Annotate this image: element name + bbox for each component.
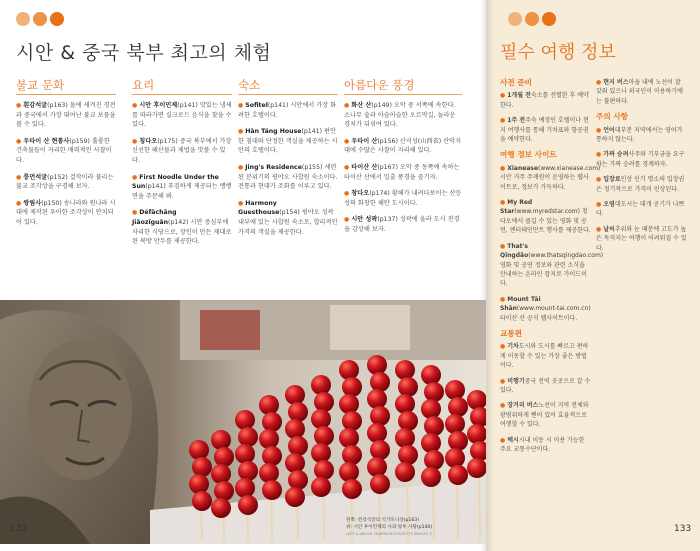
- column-heading: 불교 문화: [16, 78, 65, 92]
- entry-text: (p175) 중국 북부에서 가장 신선한 해산물과 제법을 맛볼 수 있다.: [132, 137, 232, 164]
- list-item: [500, 342, 592, 370]
- bullet-icon: ●: [16, 102, 22, 109]
- entry-name: 창다오: [351, 190, 370, 198]
- page-number-left: 132: [10, 524, 28, 534]
- list-item: [344, 101, 462, 130]
- entry-text: (p167) 오악 중 동쪽에 속하는 타이산 산에서 일출 풍경을 즐기자.: [344, 163, 460, 181]
- bullet-icon: ●: [132, 102, 138, 109]
- entry-name: That's Qīngdǎo: [500, 242, 529, 260]
- entry-name: 1개월 전: [507, 92, 531, 100]
- list-item: [344, 215, 462, 234]
- entry-text: (p141) 푸짐하게 제공되는 뱅뱅면을 주문해 봐.: [132, 183, 232, 200]
- list-item: [238, 101, 338, 120]
- page-number-right: 133: [674, 524, 692, 534]
- entry-name: 흰감석굴: [23, 102, 48, 109]
- column-heading: 아름다운 풍경: [344, 78, 415, 92]
- bullet-icon: ●: [344, 137, 350, 145]
- bullet-icon: ●: [500, 164, 506, 172]
- dot-icon: [16, 12, 30, 26]
- dot-icon: [525, 12, 539, 26]
- entry-text: (p150) 송나라와 원나라 시대에 제작된 우아한 조각상이 안치되어 있다.: [16, 199, 116, 226]
- list-item: [500, 377, 592, 396]
- entry-text: 주숙 예정인 호텔이나 현지 여행사를 통해 기차표와 항공권을 예약한다.: [500, 117, 589, 144]
- entry-text: (p155) 세련된 분위기의 핑야오 사합원 숙소이다. 전통과 현대가 조화를 이루고 있다.: [238, 163, 338, 191]
- column-heading: 숙소: [238, 78, 261, 92]
- entry-name: Hàn Táng House: [245, 128, 302, 136]
- list-item: [344, 189, 462, 208]
- bullet-icon: ●: [500, 436, 506, 444]
- bullet-icon: ●: [16, 173, 22, 181]
- photo-credit: LEFT & ABOVE: MARTIN MOOS/GETTY IMAGES ©: [346, 532, 433, 536]
- entry-text: (p141) 시안에서 가장 화려한 호텔이다.: [238, 102, 337, 119]
- list-item: [500, 91, 592, 110]
- bullet-icon: ●: [132, 173, 138, 181]
- bullet-icon: ●: [344, 190, 350, 198]
- dot-icon: [33, 12, 47, 26]
- entry-name: 오염: [603, 201, 615, 209]
- info-heading: 사전 준비: [500, 78, 532, 87]
- entry-name: Jing's Residence: [245, 163, 302, 171]
- entry-text: (p137) 성곽에 올라 도시 전경을 감상해 보자.: [344, 216, 460, 233]
- bullet-icon: ●: [500, 117, 506, 125]
- list-item: [132, 137, 232, 166]
- list-item: [238, 127, 338, 156]
- header-dots-left: [16, 12, 64, 26]
- list-item: [500, 116, 592, 144]
- entry-text: (p163) 돌에 새겨진 경전과 중국에서 가장 뛰어난 불교 보물을 볼 수 있다.: [16, 102, 116, 129]
- entry-text: (www.myredstar.com) 칭다오에서 즐길 수 있는 영화 및 공연, 엔터테인먼트 행사를 제공한다.: [500, 208, 591, 235]
- entry-name: 우타이 산 현통사: [23, 137, 70, 145]
- info-column: [596, 78, 688, 259]
- entry-text: 노선이 지역 전체와 광범위하게 뻗어 있어 효율적으로 여행할 수 있다.: [500, 402, 589, 429]
- entry-name: 비행기: [507, 377, 525, 385]
- list-item: [238, 163, 338, 192]
- entry-text: (p141) 맛있는 냄새를 따라가면 실크로드 음식을 찾을 수 있다.: [132, 102, 232, 129]
- entry-name: 우타이 산: [351, 137, 378, 145]
- section-title: 필수 여행 정보: [500, 42, 616, 63]
- list-item: [596, 200, 688, 219]
- entry-name: Sofitel: [245, 102, 268, 109]
- entry-name: 쌍림사: [23, 199, 42, 207]
- bullet-icon: ●: [596, 151, 602, 159]
- entry-name: 입장료: [603, 176, 621, 184]
- list-item: [500, 198, 592, 236]
- column-heading: 요리: [132, 78, 155, 92]
- bullet-icon: ●: [500, 295, 506, 303]
- heading-rule: [344, 94, 462, 95]
- list-item: [596, 150, 688, 169]
- caption-line: 위: 시안 후이민제의 사과 탕후 사탕(p140): [346, 524, 433, 530]
- content-column: [16, 78, 116, 235]
- bullet-icon: ●: [344, 102, 350, 109]
- list-item: [500, 436, 592, 455]
- list-item: [596, 225, 688, 253]
- list-item: [16, 173, 116, 192]
- entry-name: 택시: [507, 436, 519, 444]
- list-item: [500, 164, 601, 192]
- entry-name: Harmony Guesthouse: [238, 199, 280, 217]
- bullet-icon: ●: [596, 79, 602, 86]
- entry-text: 도시와 도시를 빠르고 편하게 이동할 수 있는 가장 좋은 방법이다.: [500, 343, 589, 370]
- bullet-icon: ●: [344, 216, 350, 224]
- entry-name: 화산 산: [351, 102, 372, 109]
- list-item: [132, 173, 232, 202]
- photo-illustration: [0, 300, 486, 544]
- bullet-icon: ●: [596, 126, 602, 134]
- content-column: [132, 78, 232, 254]
- entry-name: 1주 전: [507, 117, 526, 125]
- entry-name: Xianease: [507, 164, 539, 172]
- heading-rule: [238, 94, 338, 95]
- bullet-icon: ●: [238, 128, 244, 136]
- entry-text: (www.thatsqingdao.com) 영화 및 공연 정보와 관련 소식을 안내하는 온라인 잡지로 가이드이다.: [500, 252, 604, 288]
- entry-text: 마을 내에 노선이 잘 갖춰 있으나 외국인이 이용하기에는 불편하다.: [596, 79, 683, 105]
- page-title: 시안 & 중국 북부 최고의 체험: [16, 42, 272, 64]
- list-item: [16, 101, 116, 130]
- entry-text: (p159) 훌륭한 건축물들이 자리한 매력적인 사찰이다.: [16, 137, 112, 164]
- entry-text: (p152) 걸작이라 불리는 불교 조각상을 구경해 보자.: [16, 173, 114, 191]
- entry-text: 대부분 지역에서는 영어가 통하지 않는다.: [596, 126, 683, 144]
- header-dots-right: [508, 12, 556, 26]
- dot-icon: [50, 12, 64, 26]
- dot-icon: [542, 12, 556, 26]
- photo-buddha-candied-fruit: [0, 300, 486, 544]
- list-item: [500, 295, 592, 323]
- entry-text: 추위와 눈 때문에 고도가 높은 독직지는 여행이 어려워질 수 있다.: [596, 225, 687, 252]
- entry-text: (www.xianease.com) 시안 거주 주재원이 운영하는 웹사이트로, 정보가 가득하다.: [500, 164, 601, 191]
- bullet-icon: ●: [596, 176, 602, 184]
- bullet-icon: ●: [238, 163, 244, 171]
- bullet-icon: ●: [500, 377, 506, 385]
- bullet-icon: ●: [596, 225, 602, 233]
- info-column: [500, 78, 604, 460]
- entry-name: 시안 후이민제: [139, 102, 178, 109]
- list-item: [238, 199, 338, 237]
- bullet-icon: ●: [16, 137, 22, 145]
- bullet-icon: ●: [132, 209, 138, 217]
- heading-rule: [132, 94, 232, 95]
- info-heading: 주의 사항: [596, 112, 628, 122]
- entry-name: 기차: [507, 343, 519, 351]
- bullet-icon: ●: [500, 92, 506, 100]
- entry-name: First Noodle Under the Sun: [132, 173, 219, 191]
- content-column: [238, 78, 338, 244]
- list-item: [596, 78, 688, 106]
- list-item: [596, 126, 688, 145]
- entry-name: Mount Tài Shān: [500, 295, 541, 313]
- entry-text: (p149) 오악 중 서쪽에 속한다. 소나무 숲과 아슬아슬한 오르막길, 놀라운 경치가 뒤섞여 있다.: [344, 102, 456, 129]
- entry-text: (p156) 산서성(山西省) 산악지대에 수많은 사찰이 자리해 있다.: [344, 137, 462, 155]
- caption-line: 왼쪽: 윈강석굴의 석가모니상(p163): [346, 518, 419, 523]
- photo-caption: [346, 518, 482, 538]
- entry-text: (p141) 편안한 침대와 단정한 객실을 제공하는 시안의 호텔이다.: [238, 128, 338, 155]
- bullet-icon: ●: [344, 163, 350, 171]
- entry-text: 숙소를 선별한 후 예약한다.: [500, 92, 589, 109]
- info-heading: 여행 정보 사이트: [500, 150, 557, 160]
- entry-name: My Red Star: [500, 199, 533, 216]
- bullet-icon: ●: [238, 102, 244, 109]
- list-item: [132, 208, 232, 246]
- list-item: [16, 199, 116, 228]
- heading-rule: [16, 94, 116, 95]
- entry-name: Défāchāng Jiǎozǐguǎn: [132, 209, 177, 226]
- entry-name: 룽먼석굴: [23, 173, 48, 181]
- entry-text: 대도시는 대개 공기가 나쁘다.: [596, 201, 685, 218]
- dot-icon: [508, 12, 522, 26]
- entry-text: (www.mount-tai.com.cn) 타이산 산 공식 웹사이트이다.: [500, 305, 591, 322]
- entry-name: 날씨: [603, 225, 615, 233]
- entry-name: 언어: [603, 126, 615, 134]
- entry-text: 중국 전역 곳곳으로 갈 수 있다.: [500, 377, 591, 394]
- list-item: [16, 137, 116, 166]
- entry-name: 시안 성곽: [351, 216, 378, 224]
- entry-name: 가짜 승려: [603, 151, 629, 159]
- list-item: [344, 163, 462, 182]
- bullet-icon: ●: [500, 242, 506, 250]
- bullet-icon: ●: [238, 199, 244, 207]
- bullet-icon: ●: [500, 402, 506, 410]
- content-column: [344, 78, 462, 242]
- list-item: [132, 101, 232, 130]
- entry-text: (p142) 시안 중심부에 자리한 식당으로, 장인이 만든 제대로 된 북방 만두를 제공한다.: [132, 218, 232, 246]
- info-heading: 교통편: [500, 328, 523, 338]
- entry-name: 현지 버스: [603, 79, 629, 86]
- bullet-icon: ●: [500, 343, 506, 351]
- bullet-icon: ●: [132, 137, 138, 145]
- entry-text: 인상 인기 명소의 입장권은 정기적으로 가격이 인상된다.: [596, 176, 685, 193]
- entry-name: 장거리 버스: [507, 402, 539, 410]
- entry-text: (p174) 황해가 내려다보이는 산등성의 화창한 해안 도시이다.: [344, 190, 462, 207]
- entry-name: 타이산 산: [351, 163, 378, 171]
- bullet-icon: ●: [500, 199, 506, 207]
- bullet-icon: ●: [596, 201, 602, 209]
- list-item: [596, 175, 688, 194]
- entry-text: (p154) 핑야오 성곽 내부에 있는 사합원 숙소로, 합리적인 가격의 객실을 제공한다.: [238, 209, 338, 236]
- entry-text: 사주와 기부금을 요구하는 가짜 승려를 경계하자.: [596, 151, 685, 168]
- list-item: [500, 401, 592, 429]
- entry-name: 칭다오: [139, 137, 158, 145]
- list-item: [344, 137, 462, 156]
- entry-text: 시내 이동 시 이용 가능한 주요 교통수단이다.: [500, 436, 585, 453]
- list-item: [500, 242, 604, 289]
- bullet-icon: ●: [16, 199, 22, 207]
